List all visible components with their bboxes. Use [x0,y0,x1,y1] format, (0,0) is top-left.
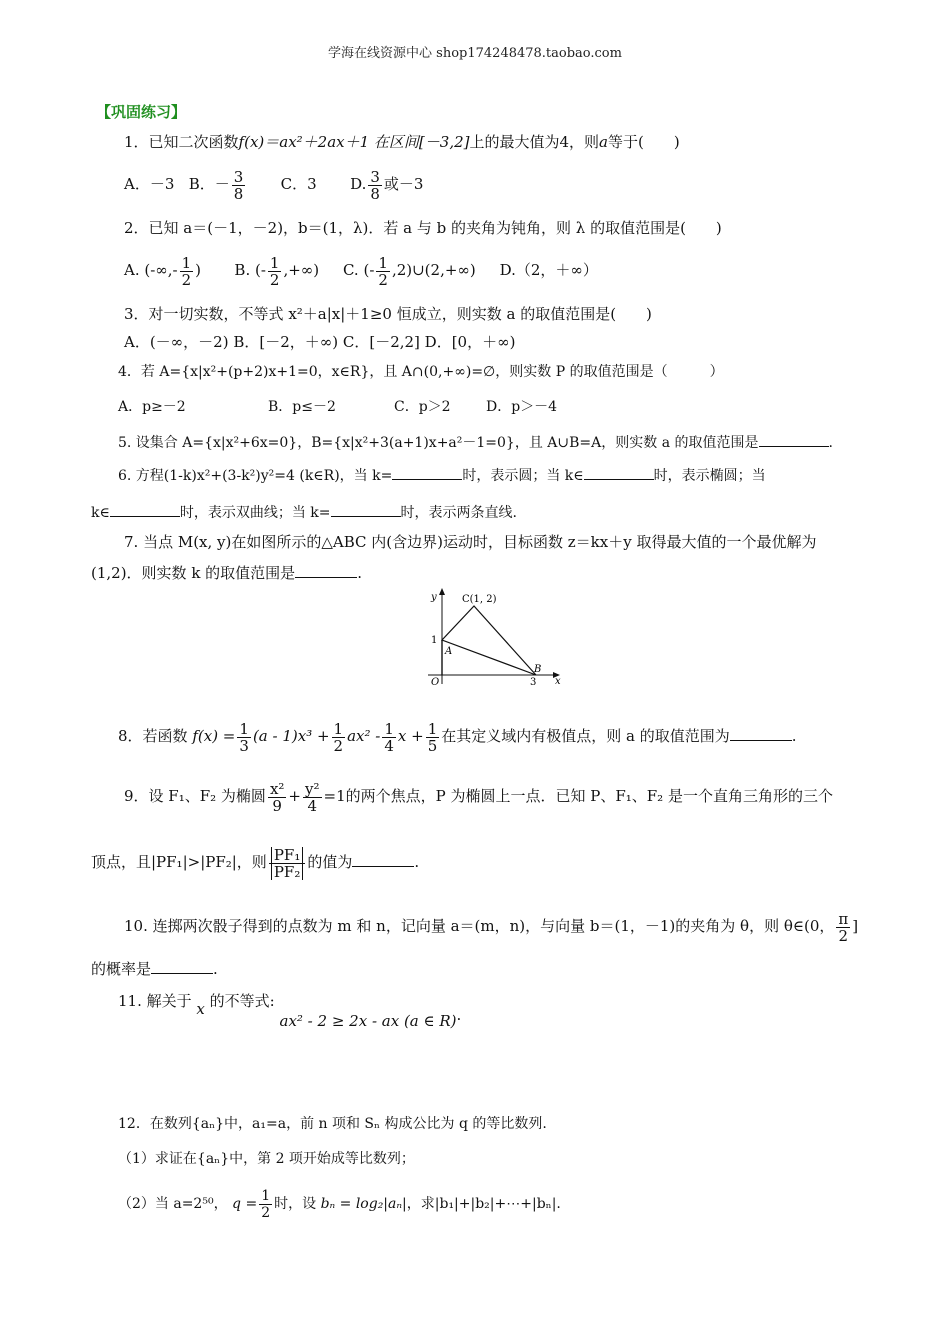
answer-blank[interactable] [295,563,357,578]
question-12-part-1: （1）求证在{aₙ}中，第 2 项开始成等比数列； [118,1151,415,1167]
question-4-stem: 4．若 A={x|x²+(p+2)x+1=0，x∈R}，且 A∩(0,+∞)=∅，则实数 P 的取值范围是（ ） [118,364,724,380]
fraction: $\frac{1}{2}$ [181,253,192,289]
fraction: $\frac{1}{2}$ [378,253,388,289]
section-title: 【巩固练习】 [96,103,187,121]
fraction: $\frac{1}{2}$ [333,719,344,755]
answer-blank[interactable] [759,432,829,447]
question-10-line-1: 10. 连掷两次骰子得到的点数为 m 和 n，记向量 a＝(m，n)，与向量 b＝(1，－1)的夹角为 θ，则 θ∈(0， $\frac{\pi}{2}$ ] [124,909,859,945]
question-3-options: A．(－∞，－2) B．[－2，＋∞) C．[－2,2] D．[0，＋∞) [124,333,516,351]
question-2-stem: 2．已知 a＝(－1，－2)，b＝(1，λ)．若 a 与 b 的夹角为钝角，则 λ 的取值范围是( ) [124,219,722,237]
fraction: $\frac{3}{8}$ [370,167,380,203]
answer-blank[interactable] [331,502,401,517]
question-7-line-2: (1,2)．则实数 k 的取值范围是 . [91,564,362,582]
point-b-label: B [534,664,542,675]
triangle-figure [418,588,568,694]
answer-blank[interactable] [392,465,462,480]
x-axis-label: x [555,676,561,687]
question-9-line-1: 9．设 F₁、F₂ 为椭圆 $\frac{\text{x²}}{9}$ + $\frac{\text{y²}}{4}$ =1的两个焦点，P 为椭圆上一点．已知 P、F₁、F₂ 是一个直角三角形的三个 [124,779,833,815]
answer-blank[interactable] [110,502,180,517]
triangle-abc [442,606,536,675]
question-9-line-2: 顶点，且|PF₁|>|PF₂|，则 $\frac{\text{PF₁}}{\text{PF₂}}$ 的值为 . [91,845,420,881]
question-6-line-2: k∈ 时，表示双曲线；当 k= 时，表示两条直线. [91,502,517,523]
question-1-stem: 1．已知二次函数f(x)＝ax²＋2ax＋1 在区间[－3,2]上的最大值为4，则a等于( ) [124,133,680,151]
question-10-line-2: 的概率是 . [91,960,218,978]
fraction: $\frac{1}{2}$ [269,253,280,289]
tick-label-1: 1 [431,635,438,646]
fraction: $\frac{\pi}{2}$ [838,909,849,945]
y-axis-label: y [431,592,437,603]
question-6-line-1: 6. 方程(1-k)x²+(3-k²)y²=4 (k∈R)，当 k= 时，表示圆；当 k∈ 时，表示椭圆；当 [118,465,766,486]
answer-blank[interactable] [151,959,213,974]
question-7-line-1: 7. 当点 M(x, y)在如图所示的△ABC 内(含边界)运动时，目标函数 z＝kx＋y 取得最大值的一个最优解为 [124,533,817,551]
question-1-options: A．－3 B．－ $\frac{3}{8}$ C．3 D. $\frac{3}{8}$ 或－3 [124,167,424,203]
point-c-label: C(1, 2) [462,594,497,605]
origin-label: O [431,677,440,688]
fraction: $\frac{1}{2}$ [261,1187,271,1221]
y-axis-arrow [439,588,445,595]
point-a-label: A [445,646,453,657]
question-3-stem: 3．对一切实数，不等式 x²＋a|x|＋1≥0 恒成立，则实数 a 的取值范围是( ) [124,305,652,323]
tick-label-3: 3 [530,677,537,688]
fraction: $\frac{1}{3}$ [239,719,249,755]
fraction: $\frac{3}{8}$ [233,167,244,203]
fraction: $\frac{\text{y²}}{4}$ [305,779,320,815]
question-11: 11. 解关于 x 的不等式: ax² - 2 ≥ 2x - ax (a ∈ R). [118,992,462,1030]
question-2-options: A. (-∞,- $\frac{1}{2}$ ) B. (- $\frac{1}{2}$ ,+∞) C. (- $\frac{1}{2}$ ,2)∪(2,+∞) D.（2，＋∞） [124,253,598,289]
question-8: 8．若函数 f(x) = $\frac{1}{3}$ (a - 1)x³ + $\frac{1}{2}$ ax² - $\frac{1}{4}$ x + $\frac{1}{5}$ 在其定义域内有极值点，则 a 的取值范围为 . [118,719,797,755]
question-5-stem: 5. 设集合 A={x|x²+6x=0}，B={x|x²+3(a+1)x+a²－1=0}，且 A∪B=A，则实数 a 的取值范围是 . [118,432,833,453]
question-12-part-2: （2）当 a=2⁵⁰， q = $\frac{1}{2}$ 时，设 bₙ = log₂|aₙ|，求|b₁|+|b₂|+⋯+|bₙ|. [118,1187,561,1221]
fraction: $\frac{\text{PF₁}}{\text{PF₂}}$ [269,847,306,880]
question-12-stem: 12．在数列{aₙ}中，a₁=a，前 n 项和 Sₙ 构成公比为 q 的等比数列. [118,1116,547,1132]
fraction: $\frac{1}{5}$ [427,719,438,755]
answer-blank[interactable] [584,465,654,480]
fraction: $\frac{1}{4}$ [384,719,394,755]
fraction: $\frac{\text{x²}}{9}$ [269,779,285,815]
answer-blank[interactable] [352,852,414,867]
page-header: 学海在线资源中心 shop174248478.taobao.com [328,46,622,61]
answer-blank[interactable] [730,726,792,741]
